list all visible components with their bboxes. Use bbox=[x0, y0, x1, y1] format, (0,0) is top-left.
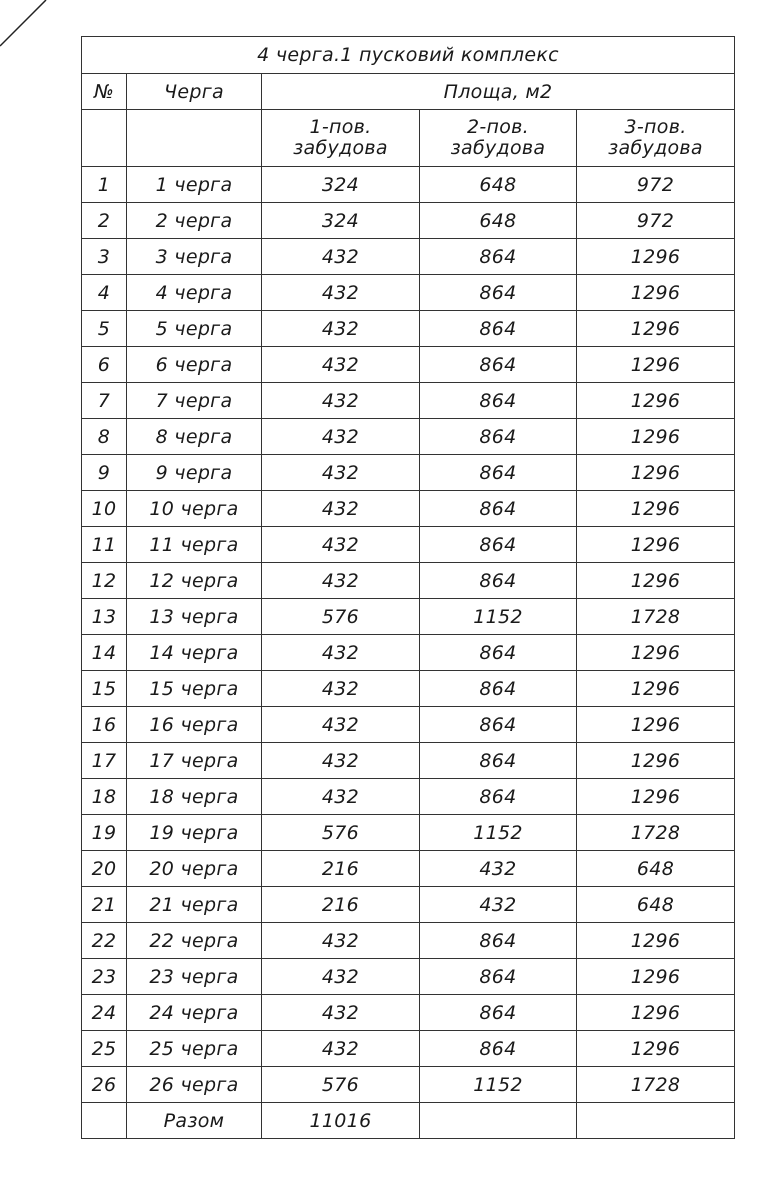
row-num: 20 bbox=[82, 851, 127, 887]
row-num: 2 bbox=[82, 203, 127, 239]
row-num: 19 bbox=[82, 815, 127, 851]
row-queue: 4 черга bbox=[127, 275, 262, 311]
row-queue: 15 черга bbox=[127, 671, 262, 707]
row-area-3floor: 648 bbox=[577, 851, 735, 887]
row-num: 4 bbox=[82, 275, 127, 311]
row-num: 6 bbox=[82, 347, 127, 383]
row-num: 1 bbox=[82, 167, 127, 203]
row-area-3floor: 972 bbox=[577, 203, 735, 239]
row-area-1floor: 432 bbox=[262, 923, 420, 959]
table-row bbox=[82, 167, 735, 203]
row-area-2floor: 864 bbox=[420, 995, 577, 1031]
row-area-1floor: 432 bbox=[262, 779, 420, 815]
row-area-3floor: 1296 bbox=[577, 779, 735, 815]
row-area-1floor: 432 bbox=[262, 527, 420, 563]
row-area-3floor: 1296 bbox=[577, 419, 735, 455]
row-area-2floor: 648 bbox=[420, 167, 577, 203]
row-num: 26 bbox=[82, 1067, 127, 1103]
row-area-2floor: 432 bbox=[420, 887, 577, 923]
total-empty bbox=[577, 1103, 735, 1139]
row-area-1floor: 432 bbox=[262, 743, 420, 779]
total-value: 11016 bbox=[262, 1103, 420, 1139]
row-area-1floor: 576 bbox=[262, 599, 420, 635]
row-area-2floor: 864 bbox=[420, 707, 577, 743]
table-row bbox=[82, 455, 735, 491]
row-num: 3 bbox=[82, 239, 127, 275]
table-row bbox=[82, 419, 735, 455]
row-num: 25 bbox=[82, 1031, 127, 1067]
row-num: 23 bbox=[82, 959, 127, 995]
row-num: 8 bbox=[82, 419, 127, 455]
row-queue: 22 черга bbox=[127, 923, 262, 959]
table-row bbox=[82, 203, 735, 239]
subheader-line: забудова bbox=[293, 137, 388, 159]
table-row bbox=[82, 815, 735, 851]
table-row bbox=[82, 311, 735, 347]
table-row bbox=[82, 239, 735, 275]
row-area-3floor: 1296 bbox=[577, 743, 735, 779]
row-area-1floor: 432 bbox=[262, 1031, 420, 1067]
row-area-2floor: 1152 bbox=[420, 815, 577, 851]
row-area-3floor: 972 bbox=[577, 167, 735, 203]
row-area-3floor: 1296 bbox=[577, 491, 735, 527]
subheader-line: 2-пов. bbox=[466, 116, 530, 138]
row-area-3floor: 1296 bbox=[577, 1031, 735, 1067]
table-row bbox=[82, 1031, 735, 1067]
table-row bbox=[82, 527, 735, 563]
row-queue: 11 черга bbox=[127, 527, 262, 563]
table-row bbox=[82, 491, 735, 527]
row-queue: 23 черга bbox=[127, 959, 262, 995]
row-queue: 6 черга bbox=[127, 347, 262, 383]
row-area-3floor: 1296 bbox=[577, 563, 735, 599]
subheader-floor-1 bbox=[262, 110, 420, 167]
table-row bbox=[82, 707, 735, 743]
row-num: 11 bbox=[82, 527, 127, 563]
subheader-floor-3 bbox=[577, 110, 735, 167]
row-area-2floor: 864 bbox=[420, 311, 577, 347]
row-area-3floor: 1296 bbox=[577, 311, 735, 347]
row-area-2floor: 864 bbox=[420, 383, 577, 419]
row-area-2floor: 864 bbox=[420, 275, 577, 311]
row-area-3floor: 1296 bbox=[577, 995, 735, 1031]
row-area-1floor: 432 bbox=[262, 959, 420, 995]
row-num: 12 bbox=[82, 563, 127, 599]
row-area-2floor: 864 bbox=[420, 527, 577, 563]
row-num: 5 bbox=[82, 311, 127, 347]
row-area-2floor: 864 bbox=[420, 743, 577, 779]
row-num: 16 bbox=[82, 707, 127, 743]
row-area-1floor: 576 bbox=[262, 1067, 420, 1103]
row-area-1floor: 432 bbox=[262, 275, 420, 311]
row-queue: 5 черга bbox=[127, 311, 262, 347]
table-row bbox=[82, 275, 735, 311]
subheader-empty bbox=[82, 110, 127, 167]
subheader-line: 3-пов. bbox=[624, 116, 687, 138]
row-num: 22 bbox=[82, 923, 127, 959]
row-area-2floor: 864 bbox=[420, 239, 577, 275]
row-area-2floor: 864 bbox=[420, 671, 577, 707]
row-num: 18 bbox=[82, 779, 127, 815]
row-queue: 18 черга bbox=[127, 779, 262, 815]
row-queue: 14 черга bbox=[127, 635, 262, 671]
table-row bbox=[82, 995, 735, 1031]
row-area-3floor: 1296 bbox=[577, 383, 735, 419]
row-queue: 24 черга bbox=[127, 995, 262, 1031]
row-area-1floor: 432 bbox=[262, 383, 420, 419]
row-area-2floor: 864 bbox=[420, 347, 577, 383]
row-area-1floor: 432 bbox=[262, 995, 420, 1031]
row-num: 13 bbox=[82, 599, 127, 635]
row-area-2floor: 1152 bbox=[420, 599, 577, 635]
row-area-1floor: 432 bbox=[262, 563, 420, 599]
table-title-row bbox=[82, 37, 735, 74]
row-queue: 17 черга bbox=[127, 743, 262, 779]
table-row bbox=[82, 887, 735, 923]
row-area-2floor: 864 bbox=[420, 923, 577, 959]
row-area-2floor: 864 bbox=[420, 1031, 577, 1067]
table-row bbox=[82, 563, 735, 599]
row-area-2floor: 1152 bbox=[420, 1067, 577, 1103]
total-empty bbox=[82, 1103, 127, 1139]
total-label: Разом bbox=[127, 1103, 262, 1139]
row-area-3floor: 1296 bbox=[577, 347, 735, 383]
subheader-row bbox=[82, 110, 735, 167]
row-queue: 21 черга bbox=[127, 887, 262, 923]
row-area-3floor: 1728 bbox=[577, 1067, 735, 1103]
row-area-1floor: 432 bbox=[262, 671, 420, 707]
row-area-2floor: 864 bbox=[420, 635, 577, 671]
row-area-3floor: 1296 bbox=[577, 671, 735, 707]
row-queue: 12 черга bbox=[127, 563, 262, 599]
row-num: 24 bbox=[82, 995, 127, 1031]
row-area-1floor: 432 bbox=[262, 311, 420, 347]
row-area-2floor: 432 bbox=[420, 851, 577, 887]
row-area-3floor: 1296 bbox=[577, 239, 735, 275]
row-area-1floor: 324 bbox=[262, 203, 420, 239]
subheader-empty bbox=[127, 110, 262, 167]
row-area-2floor: 864 bbox=[420, 563, 577, 599]
row-area-3floor: 1728 bbox=[577, 815, 735, 851]
row-num: 15 bbox=[82, 671, 127, 707]
subheader-line: 1-пов. bbox=[309, 116, 372, 138]
row-area-2floor: 864 bbox=[420, 491, 577, 527]
row-area-1floor: 432 bbox=[262, 455, 420, 491]
table-title: 4 черга.1 пусковий комплекс bbox=[82, 37, 735, 74]
area-table bbox=[81, 36, 735, 1139]
row-area-1floor: 432 bbox=[262, 347, 420, 383]
row-area-1floor: 432 bbox=[262, 419, 420, 455]
header-queue: Черга bbox=[127, 74, 262, 110]
total-empty bbox=[420, 1103, 577, 1139]
row-queue: 9 черга bbox=[127, 455, 262, 491]
row-area-3floor: 1296 bbox=[577, 275, 735, 311]
row-area-1floor: 576 bbox=[262, 815, 420, 851]
row-area-1floor: 432 bbox=[262, 239, 420, 275]
row-queue: 26 черга bbox=[127, 1067, 262, 1103]
row-area-3floor: 1296 bbox=[577, 923, 735, 959]
row-queue: 2 черга bbox=[127, 203, 262, 239]
table-row bbox=[82, 743, 735, 779]
header-area: Площа, м2 bbox=[262, 74, 735, 110]
row-area-1floor: 432 bbox=[262, 635, 420, 671]
row-area-2floor: 864 bbox=[420, 455, 577, 491]
table-row bbox=[82, 635, 735, 671]
table-row bbox=[82, 779, 735, 815]
row-area-3floor: 1296 bbox=[577, 707, 735, 743]
row-num: 9 bbox=[82, 455, 127, 491]
row-area-1floor: 432 bbox=[262, 491, 420, 527]
row-num: 10 bbox=[82, 491, 127, 527]
row-num: 17 bbox=[82, 743, 127, 779]
row-queue: 10 черга bbox=[127, 491, 262, 527]
table-row bbox=[82, 383, 735, 419]
row-queue: 20 черга bbox=[127, 851, 262, 887]
subheader-line: забудова bbox=[608, 137, 703, 159]
corner-stroke bbox=[0, 0, 60, 60]
row-area-3floor: 648 bbox=[577, 887, 735, 923]
row-area-3floor: 1296 bbox=[577, 635, 735, 671]
row-queue: 25 черга bbox=[127, 1031, 262, 1067]
row-queue: 1 черга bbox=[127, 167, 262, 203]
row-queue: 3 черга bbox=[127, 239, 262, 275]
row-num: 14 bbox=[82, 635, 127, 671]
row-queue: 16 черга bbox=[127, 707, 262, 743]
row-area-3floor: 1728 bbox=[577, 599, 735, 635]
row-area-2floor: 864 bbox=[420, 779, 577, 815]
row-queue: 13 черга bbox=[127, 599, 262, 635]
table-row bbox=[82, 599, 735, 635]
total-row bbox=[82, 1103, 735, 1139]
row-num: 7 bbox=[82, 383, 127, 419]
table-row bbox=[82, 671, 735, 707]
table-row bbox=[82, 923, 735, 959]
row-area-3floor: 1296 bbox=[577, 527, 735, 563]
row-area-1floor: 216 bbox=[262, 851, 420, 887]
row-queue: 8 черга bbox=[127, 419, 262, 455]
table-row bbox=[82, 347, 735, 383]
row-area-3floor: 1296 bbox=[577, 455, 735, 491]
row-num: 21 bbox=[82, 887, 127, 923]
header-num: № bbox=[82, 74, 127, 110]
subheader-floor-2 bbox=[420, 110, 577, 167]
row-area-2floor: 864 bbox=[420, 959, 577, 995]
row-area-1floor: 216 bbox=[262, 887, 420, 923]
table-row bbox=[82, 959, 735, 995]
row-area-2floor: 864 bbox=[420, 419, 577, 455]
row-area-1floor: 324 bbox=[262, 167, 420, 203]
row-area-3floor: 1296 bbox=[577, 959, 735, 995]
table-row bbox=[82, 1067, 735, 1103]
row-queue: 19 черга bbox=[127, 815, 262, 851]
subheader-line: забудова bbox=[450, 137, 546, 159]
row-queue: 7 черга bbox=[127, 383, 262, 419]
table-row bbox=[82, 851, 735, 887]
row-area-1floor: 432 bbox=[262, 707, 420, 743]
row-area-2floor: 648 bbox=[420, 203, 577, 239]
header-row bbox=[82, 74, 735, 110]
